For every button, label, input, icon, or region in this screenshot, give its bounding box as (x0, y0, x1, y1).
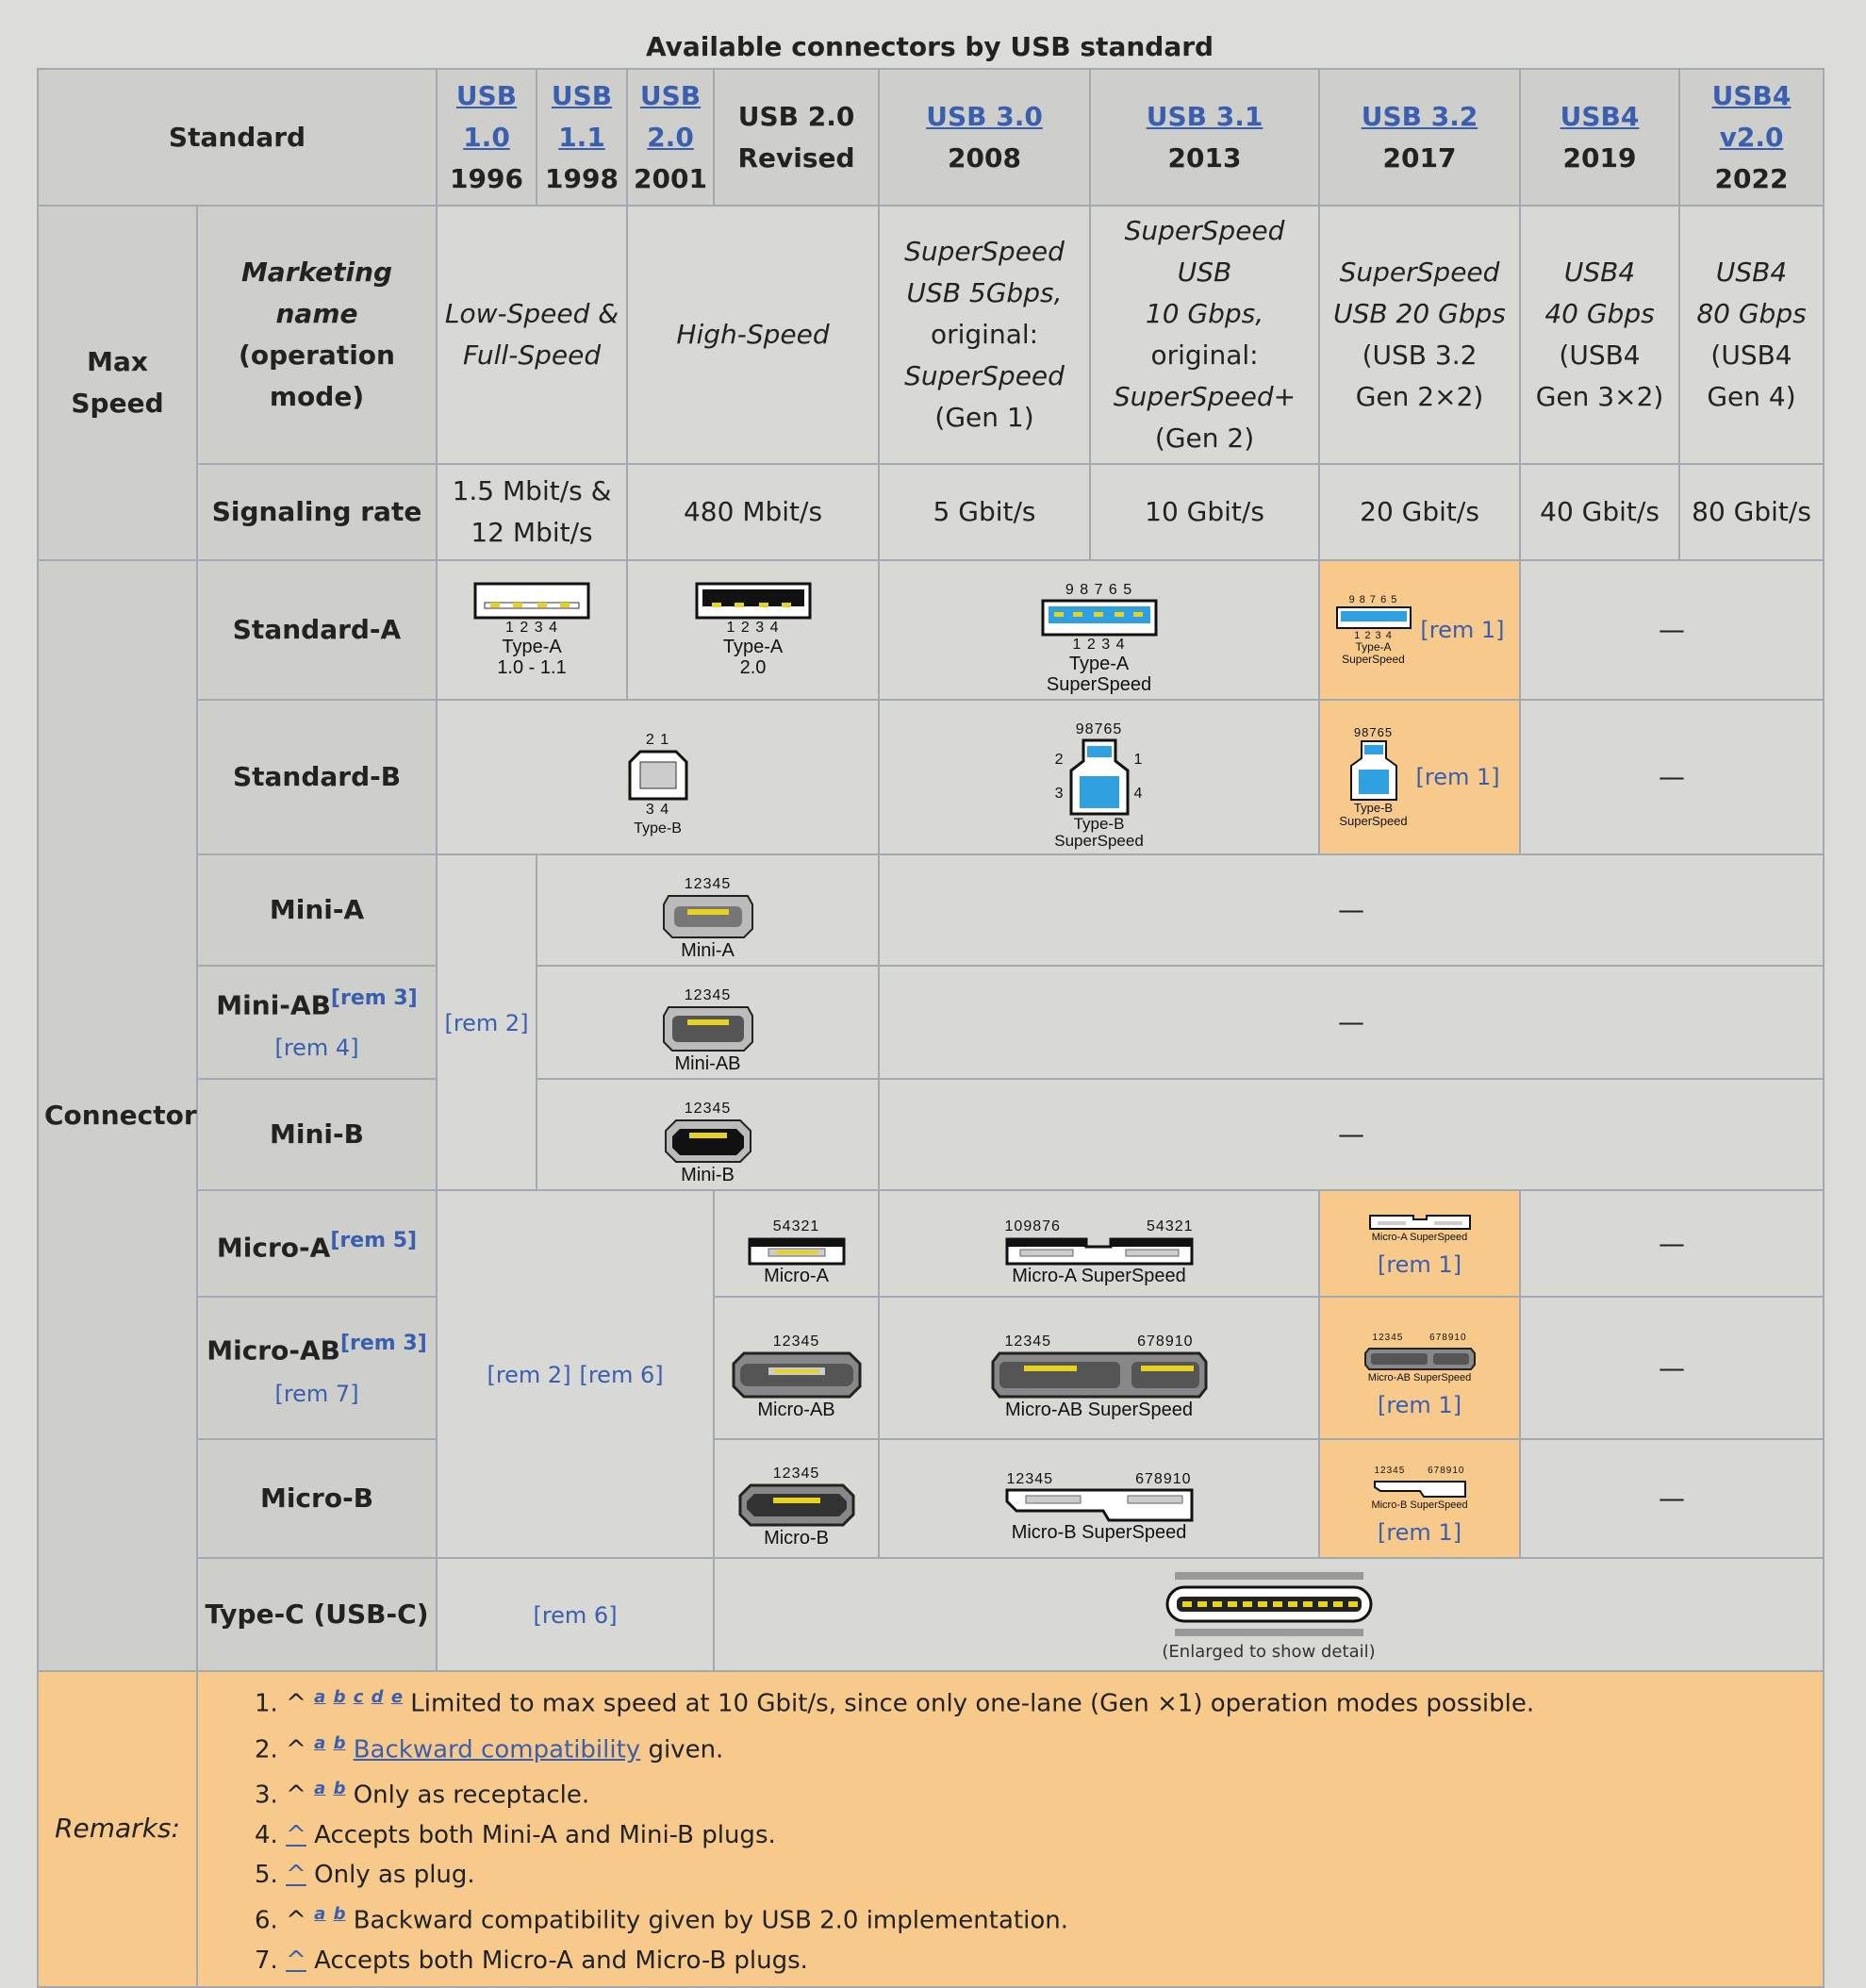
standard-a-header: Standard-A (197, 560, 437, 700)
usb-table-container (37, 0, 1823, 1988)
micro-b-usb32-cell: 12345 678910 Micro-B SuperSpeed [rem 1] (1319, 1439, 1520, 1558)
micro-rem-cell (437, 1190, 714, 1558)
standard-header: Standard (38, 69, 437, 206)
rem5-link[interactable]: [rem 5] (330, 1228, 418, 1252)
signaling-usb2: 480 Mbit/s (627, 464, 879, 560)
standard-a-usb1-cell: 1 2 3 4 Type-A 1.0 - 1.1 (437, 560, 627, 700)
mini-a-connector-icon (661, 893, 755, 940)
standard-b-row (38, 700, 1824, 854)
standard-a-usb2-cell: 1 2 3 4 Type-A 2.0 (627, 560, 879, 700)
version-usb32: USB 3.2 2017 (1319, 69, 1520, 206)
rem6-link[interactable]: [rem 6] (533, 1601, 618, 1629)
signaling-row (38, 464, 1824, 560)
remarks-list-cell (197, 1671, 1824, 1987)
backward-compatibility-link[interactable]: Backward compatibility (353, 1735, 641, 1764)
marketing-usb2: High-Speed (627, 206, 879, 464)
remark-item-2: 2. ^ $^a$ $^b$ Backward compatibility given. (255, 1732, 724, 1764)
rem1-link[interactable]: [rem 1] (1377, 1519, 1462, 1546)
micro-ab-usb3-cell: 12345 678910 Micro-AB SuperSpeed (879, 1297, 1319, 1439)
backref-link[interactable]: c (353, 1687, 364, 1707)
rem1-link[interactable]: [rem 1] (1377, 1391, 1462, 1418)
backref-link[interactable]: ^ (286, 1860, 306, 1889)
version-usb20: USB 2.0 2001 (627, 69, 714, 206)
micro-b-connector-icon (737, 1483, 856, 1528)
remarks-row (38, 1671, 1824, 1987)
remark-item-1: 1. ^ $^a$ $^b$ $^c$ $^d$ $^e$ Limited to max speed at 10 Gbit/s, since only one-lane (Gen ×1) operation modes possible. (255, 1687, 1535, 1718)
type-a-usb2-connector-icon (695, 582, 812, 620)
backref-link[interactable]: ^ (286, 1820, 306, 1849)
mini-ab-connector-icon (661, 1004, 755, 1053)
marketing-usb4: USB4 40 Gbps (USB4 Gen 3×2) (1520, 206, 1679, 464)
marketing-row (38, 206, 1824, 464)
remark-item-4: 4. ^ Accepts both Mini-A and Mini-B plugs. (255, 1820, 776, 1849)
usb30-link[interactable]: USB 3.0 (926, 100, 1043, 132)
table-caption: Available connectors by USB standard (645, 31, 1214, 62)
type-c-connector-icon (1164, 1566, 1375, 1642)
type-a-usb1-connector-icon (473, 582, 590, 620)
micro-b-usb4-cell: — (1520, 1439, 1824, 1558)
usb4-link[interactable]: USB4 (1560, 100, 1640, 132)
backref-link[interactable]: d (371, 1687, 384, 1707)
micro-a-usb2-cell: 54321 Micro-A (714, 1190, 879, 1297)
backref-link[interactable]: a (314, 1732, 326, 1753)
mini-b-header: Mini-B (197, 1079, 437, 1190)
standard-a-usb4-cell: — (1520, 560, 1824, 700)
rem2-link[interactable]: [rem 2] (487, 1361, 571, 1388)
micro-b-header: Micro-B (197, 1439, 437, 1558)
header-row (38, 69, 1824, 206)
micro-a-usb32-cell: Micro-A SuperSpeed [rem 1] (1319, 1190, 1520, 1297)
micro-ab-usb4-cell: — (1520, 1297, 1824, 1439)
micro-a-superspeed-small-icon (1368, 1212, 1472, 1231)
micro-ab-superspeed-connector-icon (990, 1350, 1209, 1400)
rem6-link[interactable]: [rem 6] (579, 1361, 664, 1388)
type-a-superspeed-connector-icon (1041, 599, 1158, 637)
remark-item-7: 7. ^ Accepts both Micro-A and Micro-B plugs. (255, 1946, 808, 1975)
usb4v2-link[interactable]: USB4 v2.0 (1711, 79, 1792, 153)
standard-a-usb32-cell: 9 8 7 6 5 1 2 3 4 Type-A SuperSpeed [rem 1] (1319, 560, 1520, 700)
remark-item-3: 3. ^ $^a$ $^b$ Only as receptacle. (255, 1779, 590, 1810)
micro-b-superspeed-small-icon (1373, 1480, 1467, 1499)
version-usb11: USB 1.1 1998 (537, 69, 627, 206)
usb20-link[interactable]: USB 2.0 (639, 79, 702, 153)
version-usb30: USB 3.0 2008 (879, 69, 1090, 206)
backref-link[interactable]: ^ (286, 1946, 306, 1975)
micro-a-superspeed-connector-icon (1005, 1235, 1194, 1266)
remarks-list (255, 1678, 1813, 1980)
version-usb4: USB4 2019 (1520, 69, 1679, 206)
standard-b-usb4-cell: — (1520, 700, 1824, 854)
micro-b-usb2-cell: 12345 Micro-B (714, 1439, 879, 1558)
backref-link[interactable]: b (333, 1732, 346, 1753)
mini-a-header: Mini-A (197, 854, 437, 966)
rem1-link[interactable]: [rem 1] (1415, 764, 1500, 790)
remark-item-5: 5. ^ Only as plug. (255, 1860, 475, 1889)
version-usb31: USB 3.1 2013 (1090, 69, 1319, 206)
micro-a-row (38, 1190, 1824, 1297)
standard-b-header: Standard-B (197, 700, 437, 854)
rem2-link[interactable]: [rem 2] (444, 1009, 529, 1036)
mini-b-usb2-cell: 12345 Mini-B (537, 1079, 879, 1190)
micro-a-usb4-cell: — (1520, 1190, 1824, 1297)
mini-a-usb2-cell: 12345 Mini-A (537, 854, 879, 966)
signaling-usb1: 1.5 Mbit/s & 12 Mbit/s (437, 464, 627, 560)
mini-a-usb3-cell: — (879, 854, 1824, 966)
mini-ab-usb3-cell: — (879, 966, 1824, 1079)
marketing-usb4v2: USB4 80 Gbps (USB4 Gen 4) (1679, 206, 1824, 464)
rem4-link[interactable]: [rem 4] (274, 1035, 359, 1062)
backref-link[interactable]: a (314, 1903, 326, 1924)
remark-item-6: 6. ^ $^a$ $^b$ Backward compatibility given by USB 2.0 implementation. (255, 1903, 1068, 1935)
usb32-link[interactable]: USB 3.2 (1361, 100, 1478, 132)
marketing-usb1: Low-Speed & Full-Speed (437, 206, 627, 464)
type-c-rem6-cell (437, 1558, 714, 1671)
mini-rem2-cell (437, 854, 537, 1190)
backref-link[interactable]: b (333, 1687, 346, 1707)
marketing-name-header: Marketing name (operation mode) (197, 206, 437, 464)
rem1-link[interactable]: [rem 1] (1377, 1251, 1462, 1278)
micro-b-usb3-cell: 12345 678910 Micro-B SuperSpeed (879, 1439, 1319, 1558)
micro-ab-usb2-cell: 12345 Micro-AB (714, 1297, 879, 1439)
backref-link[interactable]: b (333, 1903, 346, 1924)
standard-b-usb1-2-cell: 2 1 3 4 Type-B (437, 700, 879, 854)
usb31-link[interactable]: USB 3.1 (1146, 100, 1263, 132)
signaling-usb30: 5 Gbit/s (879, 464, 1090, 560)
type-a-superspeed-small-icon (1335, 605, 1412, 630)
marketing-usb31: SuperSpeed USB 10 Gbps, original: SuperSpeed+ (Gen 2) (1090, 206, 1319, 464)
usb-connector-table (37, 68, 1825, 1988)
type-b-superspeed-small-icon (1349, 739, 1398, 802)
standard-a-usb3-cell: 9 8 7 6 5 1 2 3 4 Type-A SuperSpeed (879, 560, 1319, 700)
type-c-row (38, 1558, 1824, 1671)
backref-link[interactable]: b (333, 1779, 346, 1799)
type-c-connector-cell: (Enlarged to show detail) (714, 1558, 1824, 1671)
mini-b-row (38, 1079, 1824, 1190)
signaling-usb32: 20 Gbit/s (1319, 464, 1520, 560)
micro-ab-usb32-cell: 12345 678910 Micro-AB SuperSpeed [rem 1] (1319, 1297, 1520, 1439)
micro-ab-superspeed-small-icon (1363, 1347, 1477, 1371)
micro-a-header: Micro-A[rem 5] (197, 1190, 437, 1297)
mini-ab-usb2-cell: 12345 Mini-AB (537, 966, 879, 1079)
standard-a-row (38, 560, 1824, 700)
marketing-usb30: SuperSpeed USB 5Gbps, original: SuperSpeed (Gen 1) (879, 206, 1090, 464)
rem7-link[interactable]: [rem 7] (274, 1380, 359, 1407)
mini-ab-row (38, 966, 1824, 1079)
micro-b-row (38, 1439, 1824, 1558)
standard-b-usb3-cell: 98765 2 3 1 4 Type-B SuperSpeed (879, 700, 1319, 854)
mini-b-connector-icon (663, 1118, 753, 1165)
usb11-link[interactable]: USB 1.1 (551, 79, 613, 153)
mini-b-usb3-cell: — (879, 1079, 1824, 1190)
backref-link[interactable]: e (390, 1687, 404, 1707)
standard-b-usb32-cell: 98765 Type-B SuperSpeed [rem 1] (1319, 700, 1520, 854)
max-speed-header: Max Speed (38, 206, 197, 560)
micro-a-usb3-cell: 109876 54321 Micro-A SuperSpeed (879, 1190, 1319, 1297)
type-c-header: Type-C (USB-C) (197, 1558, 437, 1671)
version-usb20-revised: USB 2.0 Revised (714, 69, 879, 206)
marketing-usb32: SuperSpeed USB 20 Gbps (USB 3.2 Gen 2×2) (1319, 206, 1520, 464)
signaling-usb4: 40 Gbit/s (1520, 464, 1679, 560)
micro-b-superspeed-connector-icon (1005, 1488, 1194, 1522)
type-b-connector-icon (627, 749, 689, 802)
mini-a-row (38, 854, 1824, 966)
signaling-usb4v2: 80 Gbit/s (1679, 464, 1824, 560)
micro-ab-header: Micro-AB[rem 3] [rem 7] (197, 1297, 437, 1439)
signaling-rate-header: Signaling rate (197, 464, 437, 560)
micro-ab-connector-icon (731, 1350, 863, 1400)
micro-a-connector-icon (748, 1235, 846, 1266)
rem3-link[interactable]: [rem 3] (330, 986, 418, 1010)
version-usb10: USB 1.0 1996 (437, 69, 537, 206)
rem3-link[interactable]: [rem 3] (339, 1332, 427, 1356)
micro-ab-row (38, 1297, 1824, 1439)
mini-ab-header: Mini-AB[rem 3] [rem 4] (197, 966, 437, 1079)
usb10-link[interactable]: USB 1.0 (455, 79, 518, 153)
signaling-usb31: 10 Gbit/s (1090, 464, 1319, 560)
remarks-label: Remarks: (38, 1671, 197, 1987)
type-b-superspeed-connector-icon (1068, 738, 1131, 816)
connector-header: Connector (38, 560, 197, 1671)
backref-link[interactable]: a (314, 1779, 326, 1799)
backref-link[interactable]: a (314, 1687, 326, 1707)
rem1-link[interactable]: [rem 1] (1420, 617, 1505, 643)
version-usb4v2: USB4 v2.0 2022 (1679, 69, 1824, 206)
